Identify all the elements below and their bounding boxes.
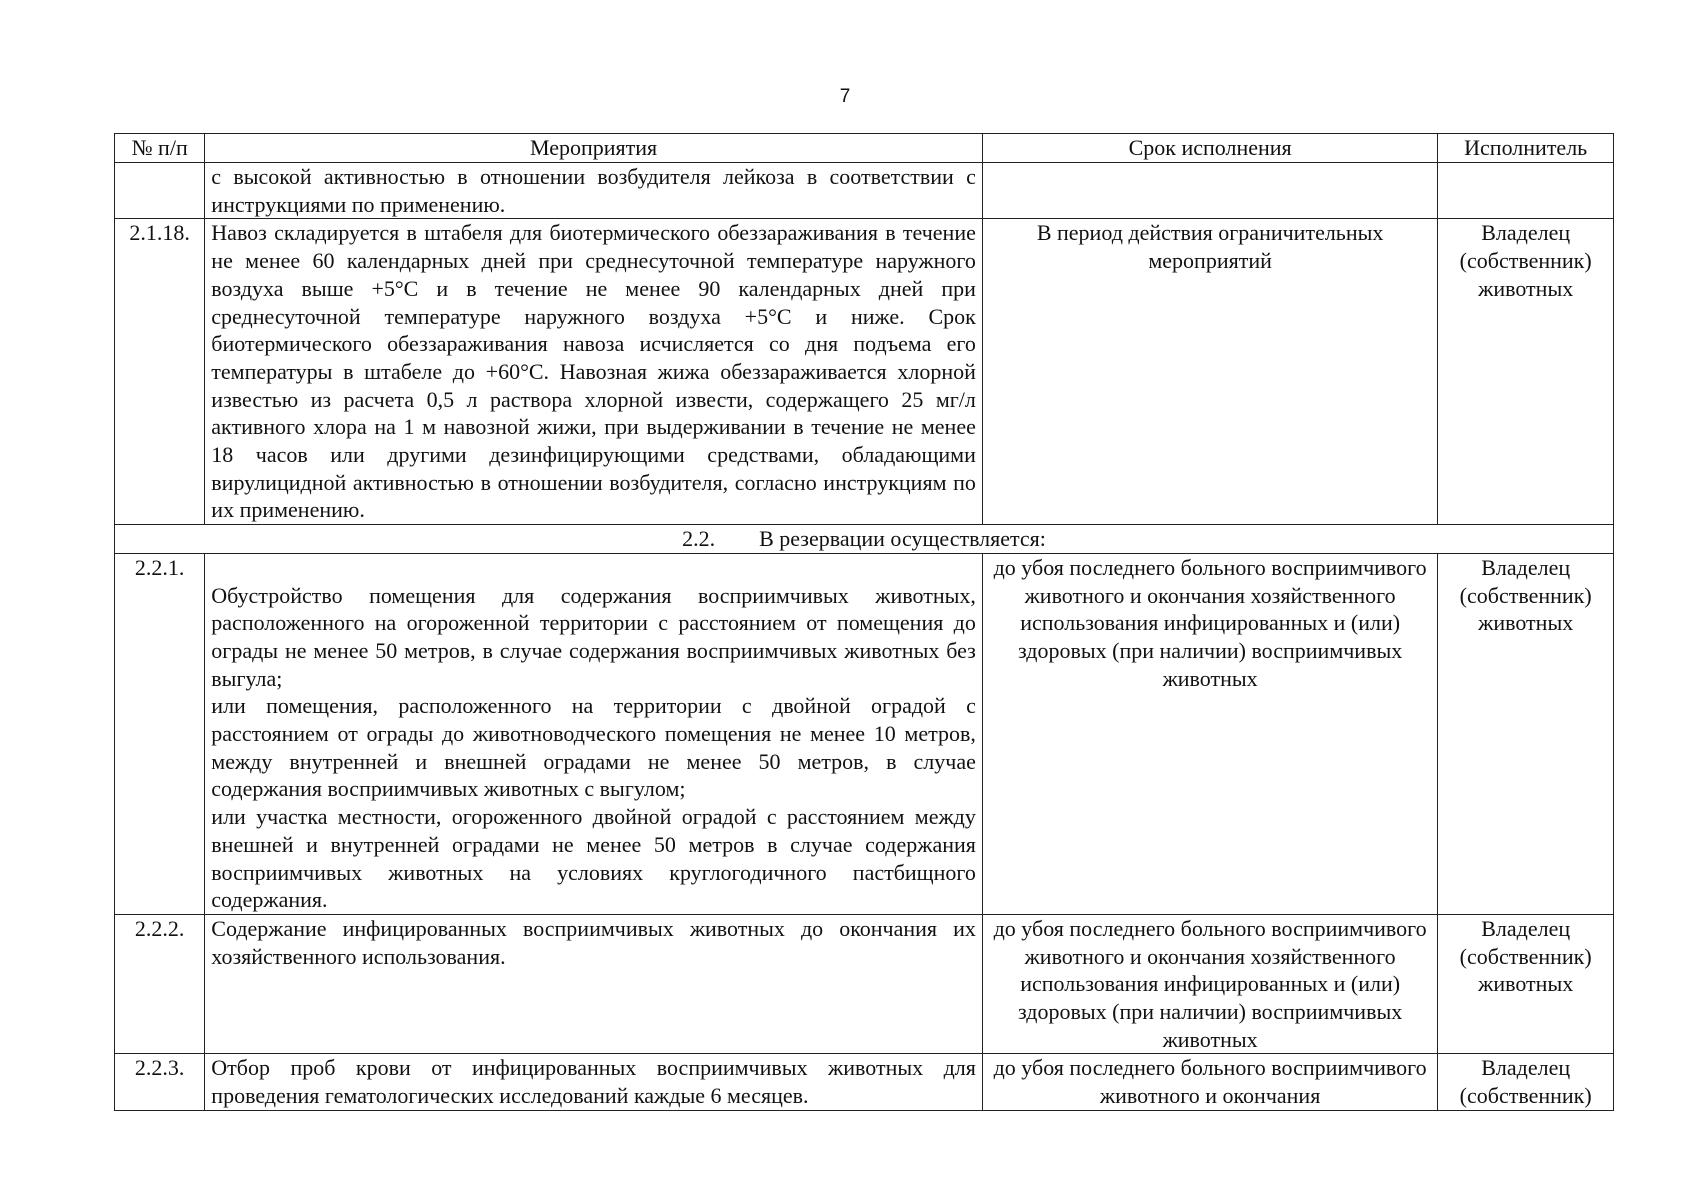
row-executor: Владелец (собственник) животных (1438, 553, 1614, 914)
row-executor: Владелец (собственник) животных (1438, 914, 1614, 1054)
row-activity: Навоз складируется в штабеля для биотермического обеззараживания в течение не менее 60 календарных дней при среднесуточной температуре наружного воздуха выше +5°С и в течение не менее 90 календарных дней при среднесуточной температуре наружного воздуха +5°С и ниже. Срок биотермического обеззараживания навоза исчисляется со дня подъема его температуры в штабеле до +60°С. Навозная жижа обеззараживается хлорной известью из расчета 0,5 л раствора хлорной извести, содержащего 25 мг/л активного хлора на 1 м навозной жижи, при выдерживании в течение не менее 18 часов или другими дезинфицирующими средствами, обладающими вирулицидной активностью в отношении возбудителя, согласно инструкциям по их применению. (205, 219, 983, 525)
table-row (115, 219, 1614, 525)
section-heading (115, 525, 1614, 554)
row-term (982, 163, 1438, 219)
row-activity: с высокой активностью в отношении возбудителя лейкоза в соответствии с инструкциями по применению. (205, 163, 983, 219)
activity-paragraph: или участка местности, огороженного двойной оградой с расстоянием между внешней и внутренней оградами не менее 50 метров в случае содержания восприимчивых животных на условиях круглогодичного пастбищного содержания. (211, 804, 976, 913)
section-title: В резервации осуществляется: (759, 526, 1046, 552)
section-number: 2.2. (682, 526, 716, 552)
row-num: 2.2.2. (115, 914, 205, 1054)
row-executor (1438, 163, 1614, 219)
section-heading-row (115, 525, 1614, 554)
row-executor: Владелец (собственник) животных (1438, 219, 1614, 525)
row-num: 2.1.18. (115, 219, 205, 525)
measures-table (114, 133, 1614, 1111)
row-num: 2.2.3. (115, 1054, 205, 1110)
table-row (115, 914, 1614, 1054)
header-executor: Исполнитель (1438, 134, 1614, 163)
row-term: до убоя последнего больного восприимчивого животного и окончания хозяйственного использования инфицированных и (или) здоровых (при наличии) восприимчивых животных (982, 914, 1438, 1054)
row-num: 2.2.1. (115, 553, 205, 914)
table-row (115, 1054, 1614, 1110)
table-header (115, 134, 1614, 163)
page-number: 7 (839, 86, 851, 107)
row-term: В период действия ограничительных мероприятий (982, 219, 1438, 525)
blank-line (211, 554, 976, 582)
activity-paragraph: или помещения, расположенного на территории с двойной оградой с расстоянием от ограды до животноводческого помещения не менее 10 метров, между внутренней и внешней оградами не менее 50 метров, в случае содержания восприимчивых животных с выгулом; (211, 693, 976, 802)
header-term: Срок исполнения (982, 134, 1438, 163)
row-term: до убоя последнего больного восприимчивого животного и окончания (982, 1054, 1438, 1110)
row-activity: Содержание инфицированных восприимчивых животных до окончания их хозяйственного использования. (205, 914, 983, 1054)
row-executor: Владелец (собственник) (1438, 1054, 1614, 1110)
row-activity (205, 553, 983, 914)
row-activity: Отбор проб крови от инфицированных восприимчивых животных для проведения гематологических исследований каждые 6 месяцев. (205, 1054, 983, 1110)
table-row (115, 163, 1614, 219)
row-term: до убоя последнего больного восприимчивого животного и окончания хозяйственного использования инфицированных и (или) здоровых (при наличии) восприимчивых животных (982, 553, 1438, 914)
header-num: № п/п (115, 134, 205, 163)
table-row (115, 553, 1614, 914)
row-num (115, 163, 205, 219)
header-activity: Мероприятия (205, 134, 983, 163)
header-row (115, 134, 1614, 163)
activity-paragraph: Обустройство помещения для содержания восприимчивых животных, расположенного на огороженной территории с расстоянием от помещения до ограды не менее 50 метров, в случае содержания восприимчивых животных без выгула; (211, 582, 976, 691)
